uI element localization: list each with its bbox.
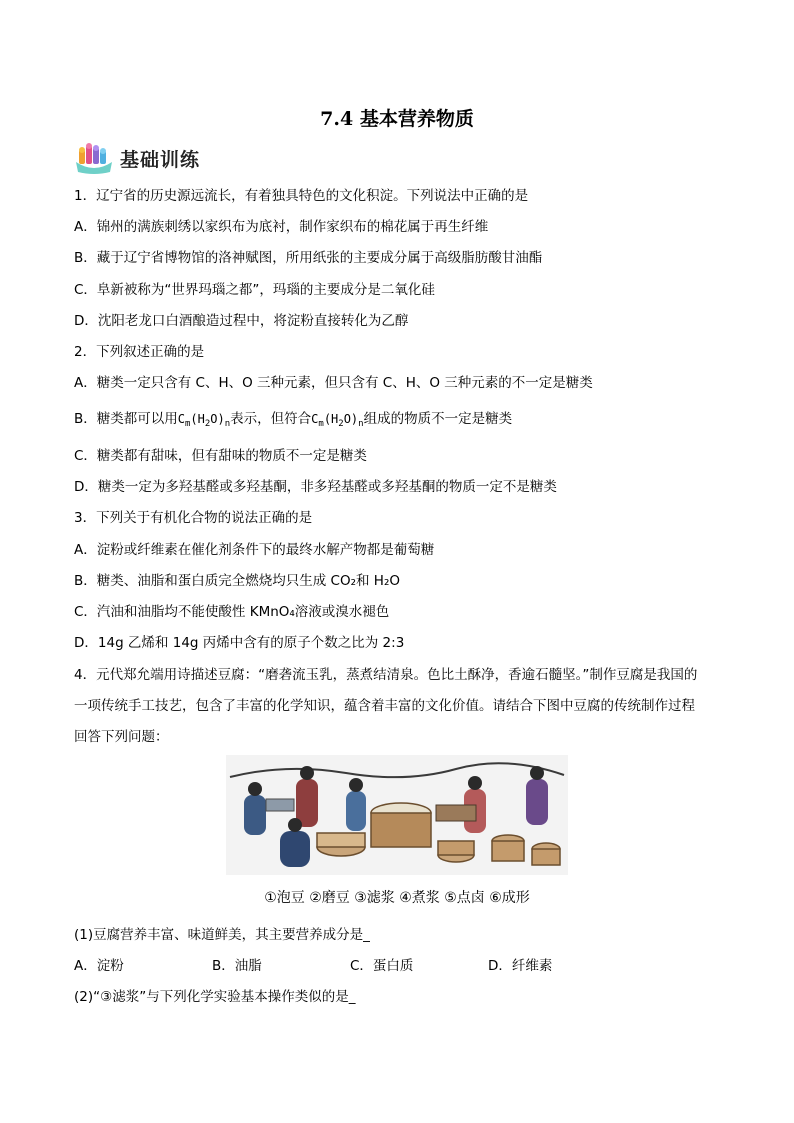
sub-1-option-d: D．纤维素 bbox=[488, 958, 553, 974]
question-3-option-a: A．淀粉或纤维素在催化剂条件下的最终水解产物都是葡萄糖 bbox=[74, 542, 435, 558]
question-2-option-c: C．糖类都有甜味，但有甜味的物质不一定是糖类 bbox=[74, 448, 367, 464]
question-3-stem: 3．下列关于有机化合物的说法正确的是 bbox=[74, 510, 313, 526]
formula-2: $C_m(H_2O)_n$ bbox=[311, 412, 364, 429]
sub-1-option-b: B．油脂 bbox=[212, 958, 262, 974]
option-b-suffix: 组成的物质不一定是糖类 bbox=[363, 411, 513, 427]
question-4-stem-line-1: 4．元代郑允端用诗描述豆腐：“磨砻流玉乳，蒸煮结清泉。色比土酥净，香逾石髓坚。”制作豆腐是我国的 bbox=[74, 667, 698, 683]
question-1-option-b: B．藏于辽宁省博物馆的洛神赋图，所用纸张的主要成分属于高级脂肪酸甘油酯 bbox=[74, 250, 543, 266]
question-1-option-c: C．阜新被称为“世界玛瑙之都”，玛瑙的主要成分是二氧化硅 bbox=[74, 282, 435, 298]
question-3-option-b: B．糖类、油脂和蛋白质完全燃烧均只生成 CO₂和 H₂O bbox=[74, 573, 400, 589]
question-1-stem: 1．辽宁省的历史源远流长，有着独具特色的文化积淀。下列说法中正确的是 bbox=[74, 188, 529, 204]
section-banner-label: 基础训练 bbox=[120, 148, 201, 171]
question-1-option-d: D．沈阳老龙口白酒酿造过程中，将淀粉直接转化为乙醇 bbox=[74, 313, 409, 329]
page-title: 7.4 基本营养物质 bbox=[320, 108, 474, 130]
figure-caption: ①泡豆 ②磨豆 ③滤浆 ④煮浆 ⑤点卤 ⑥成形 bbox=[264, 890, 530, 906]
question-2-option-b bbox=[74, 410, 512, 433]
question-3-option-d: D．14g 乙烯和 14g 丙烯中含有的原子个数之比为 2:3 bbox=[74, 635, 405, 651]
question-3-option-c: C．汽油和油脂均不能使酸性 KMnO₄溶液或溴水褪色 bbox=[74, 604, 390, 620]
option-b-middle: 表示，但符合 bbox=[230, 411, 312, 427]
question-1-option-a: A．锦州的满族刺绣以家织布为底衬，制作家织布的棉花属于再生纤维 bbox=[74, 219, 489, 235]
option-b-prefix: B．糖类都可以用 bbox=[74, 411, 178, 427]
formula-1: $C_m(H_2O)_n$ bbox=[177, 412, 231, 429]
sub-1-option-a: A．淀粉 bbox=[74, 958, 124, 974]
question-4-sub-2: (2)“③滤浆”与下列化学实验基本操作类似的是_ bbox=[74, 989, 356, 1005]
question-4-sub-1-options bbox=[74, 957, 552, 975]
sub-1-option-c: C．蛋白质 bbox=[350, 958, 414, 974]
question-2-stem: 2．下列叙述正确的是 bbox=[74, 344, 205, 360]
question-2-option-a: A．糖类一定只含有 C、H、O 三种元素，但只含有 C、H、O 三种元素的不一定是糖类 bbox=[74, 375, 593, 391]
question-2-option-d: D．糖类一定为多羟基醛或多羟基酮，非多羟基醛或多羟基酮的物质一定不是糖类 bbox=[74, 479, 557, 495]
question-4-stem-line-2: 一项传统手工技艺，包含了丰富的化学知识，蕴含着丰富的文化价值。请结合下图中豆腐的传统制作过程 bbox=[74, 698, 695, 714]
section-banner bbox=[74, 140, 200, 176]
crayons-icon bbox=[74, 142, 114, 174]
question-4-stem-line-3: 回答下列问题： bbox=[74, 729, 169, 745]
tofu-making-illustration bbox=[226, 755, 568, 875]
question-4-sub-1: (1)豆腐营养丰富、味道鲜美，其主要营养成分是_ bbox=[74, 927, 370, 943]
